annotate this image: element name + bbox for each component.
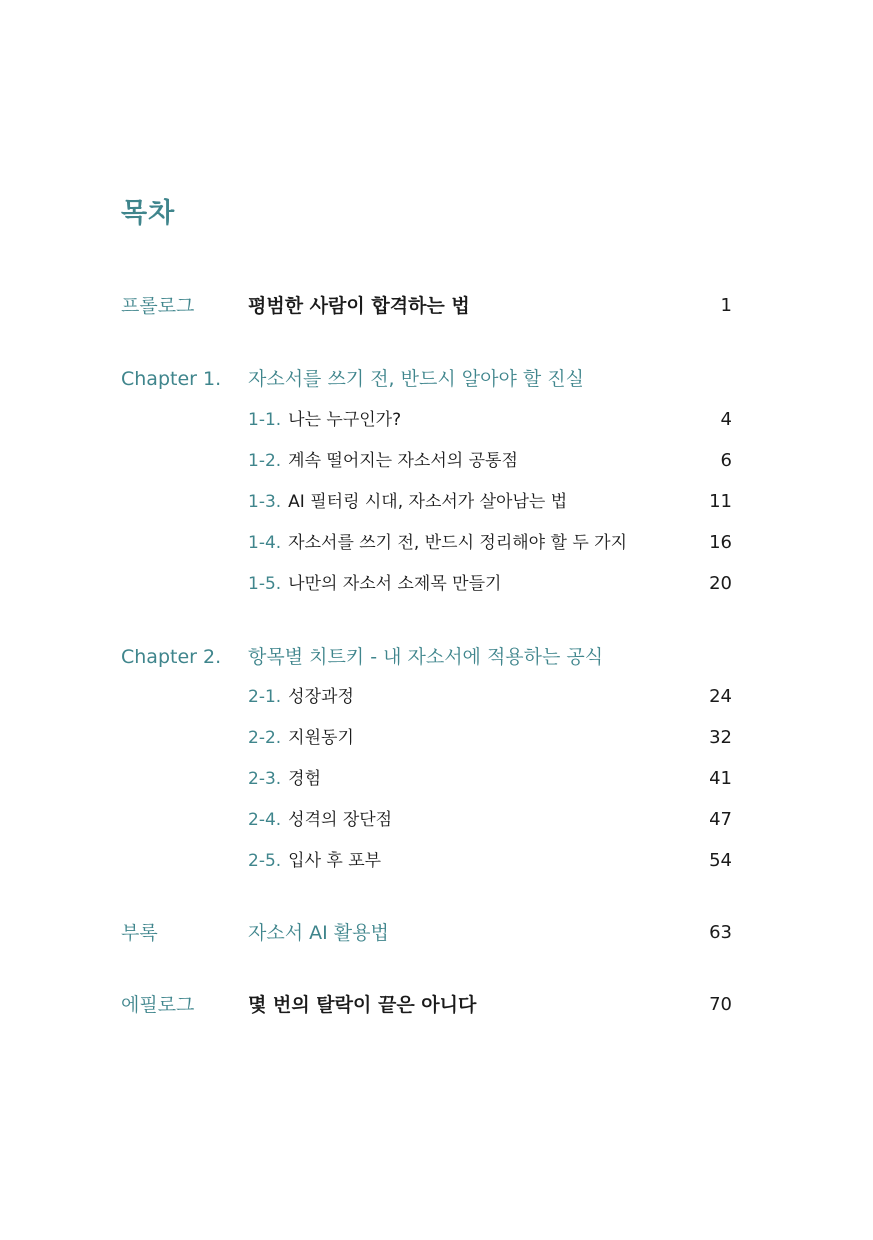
chapter-title: 자소서를 쓰기 전, 반드시 알아야 할 진실 xyxy=(248,368,584,390)
page-title: 목차 xyxy=(121,198,176,229)
toc-subentry[interactable] xyxy=(0,683,873,711)
subsection-title: 지원동기 xyxy=(288,728,354,748)
subsection-title: 경험 xyxy=(288,769,322,789)
section-label: 부록 xyxy=(121,922,158,944)
toc-subentry[interactable] xyxy=(0,406,873,434)
section-label: 프롤로그 xyxy=(121,295,195,317)
subsection-title: 입사 후 포부 xyxy=(288,851,382,871)
chapter-label: Chapter 1. xyxy=(121,368,222,390)
subsection-number: 2-3. xyxy=(248,769,282,789)
page-number: 16 xyxy=(709,532,732,553)
section-label: 에필로그 xyxy=(121,994,195,1016)
page-number: 1 xyxy=(720,295,732,316)
subsection-number: 1-1. xyxy=(248,410,282,430)
subsection-title: 계속 떨어지는 자소서의 공통점 xyxy=(288,451,518,471)
page-number: 6 xyxy=(720,450,732,471)
page-number: 11 xyxy=(709,491,732,512)
subsection-title: 성격의 장단점 xyxy=(288,810,393,830)
chapter-title: 항목별 치트키 - 내 자소서에 적용하는 공식 xyxy=(248,646,604,668)
toc-subentry[interactable] xyxy=(0,806,873,834)
page-number: 47 xyxy=(709,809,732,830)
toc-subentry[interactable] xyxy=(0,724,873,752)
subsection-number: 2-4. xyxy=(248,810,282,830)
page-number: 4 xyxy=(720,409,732,430)
toc-entry-prologue[interactable] xyxy=(0,292,873,320)
toc-subentry[interactable] xyxy=(0,488,873,516)
chapter-label: Chapter 2. xyxy=(121,646,222,668)
toc-subentry[interactable] xyxy=(0,847,873,875)
section-title: 자소서 AI 활용법 xyxy=(248,922,389,944)
subsection-number: 1-5. xyxy=(248,574,282,594)
page-number: 32 xyxy=(709,727,732,748)
toc-entry-epilogue[interactable] xyxy=(0,991,873,1019)
subsection-number: 1-2. xyxy=(248,451,282,471)
toc-subentry[interactable] xyxy=(0,570,873,598)
subsection-title: 나만의 자소서 소제목 만들기 xyxy=(288,574,502,594)
subsection-number: 2-2. xyxy=(248,728,282,748)
subsection-title: 자소서를 쓰기 전, 반드시 정리해야 할 두 가지 xyxy=(288,533,627,553)
subsection-number: 1-4. xyxy=(248,533,282,553)
subsection-number: 2-1. xyxy=(248,687,282,707)
toc-entry-chapter-1[interactable] xyxy=(0,365,873,393)
page-number: 24 xyxy=(709,686,732,707)
page-number: 54 xyxy=(709,850,732,871)
toc-subentry[interactable] xyxy=(0,529,873,557)
toc-subentry[interactable] xyxy=(0,765,873,793)
subsection-title: AI 필터링 시대, 자소서가 살아남는 법 xyxy=(288,492,568,512)
section-title: 평범한 사람이 합격하는 법 xyxy=(248,295,470,317)
subsection-number: 1-3. xyxy=(248,492,282,512)
toc-entry-chapter-2[interactable] xyxy=(0,643,873,671)
toc-entry-appendix[interactable] xyxy=(0,919,873,947)
page-number: 63 xyxy=(709,922,732,943)
page-number: 70 xyxy=(709,994,732,1015)
page-number: 41 xyxy=(709,768,732,789)
subsection-title: 나는 누구인가? xyxy=(288,410,402,430)
toc-subentry[interactable] xyxy=(0,447,873,475)
subsection-title: 성장과정 xyxy=(288,687,354,707)
page-number: 20 xyxy=(709,573,732,594)
section-title: 몇 번의 탈락이 끝은 아니다 xyxy=(248,994,477,1016)
subsection-number: 2-5. xyxy=(248,851,282,871)
